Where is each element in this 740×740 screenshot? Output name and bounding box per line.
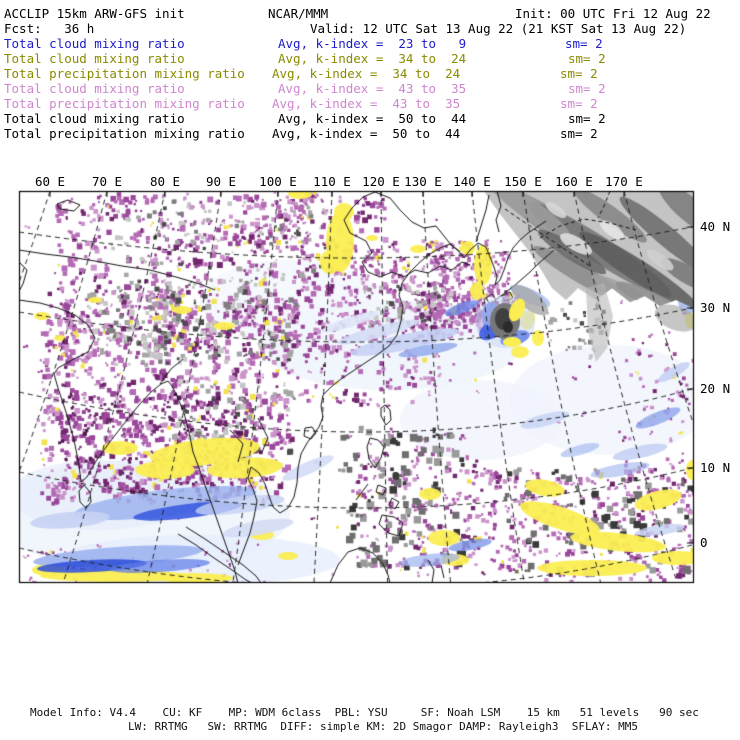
sm-value: sm= 2 bbox=[568, 111, 606, 126]
fcst-hour: Fcst: 36 h bbox=[4, 21, 95, 36]
lat-label: 40 N bbox=[700, 219, 731, 234]
header-row bbox=[0, 36, 740, 51]
header-row bbox=[0, 111, 740, 126]
field-label: Total precipitation mixing ratio bbox=[4, 96, 245, 111]
model-info-line-1: Model Info: V4.4 CU: KF MP: WDM 6class PBL: YSU SF: Noah LSM 15 km 51 levels 90 sec bbox=[30, 706, 699, 719]
sm-value: sm= 2 bbox=[568, 81, 606, 96]
k-index-range: Avg, k-index = 34 to 24 bbox=[278, 51, 467, 66]
sm-value: sm= 2 bbox=[560, 96, 598, 111]
lat-label: 0 bbox=[700, 535, 708, 550]
header-row bbox=[0, 6, 740, 21]
header-row bbox=[0, 126, 740, 141]
init-time: Init: 00 UTC Fri 12 Aug 22 bbox=[515, 6, 711, 21]
lat-label: 20 N bbox=[700, 381, 731, 396]
lon-label: 60 E bbox=[34, 174, 66, 189]
lon-label: 120 E bbox=[362, 174, 400, 189]
sm-value: sm= 2 bbox=[560, 126, 598, 141]
model-info-line-2: LW: RRTMG SW: RRTMG DIFF: simple KM: 2D Smagor DAMP: Rayleigh3 SFLAY: MM5 bbox=[128, 720, 638, 733]
k-index-range: Avg, k-index = 34 to 24 bbox=[272, 66, 461, 81]
field-label: Total precipitation mixing ratio bbox=[4, 66, 245, 81]
sm-value: sm= 2 bbox=[565, 36, 603, 51]
header-row bbox=[0, 96, 740, 111]
field-label: Total cloud mixing ratio bbox=[4, 111, 185, 126]
plot-title: ACCLIP 15km ARW-GFS init bbox=[4, 6, 185, 21]
lon-label: 90 E bbox=[205, 174, 237, 189]
k-index-range: Avg, k-index = 50 to 44 bbox=[272, 126, 461, 141]
header-row bbox=[0, 66, 740, 81]
lat-label: 10 N bbox=[700, 460, 731, 475]
lon-label: 70 E bbox=[91, 174, 123, 189]
k-index-range: Avg, k-index = 43 to 35 bbox=[278, 81, 467, 96]
sm-value: sm= 2 bbox=[560, 66, 598, 81]
lon-label: 80 E bbox=[149, 174, 181, 189]
k-index-range: Avg, k-index = 50 to 44 bbox=[278, 111, 467, 126]
lon-label: 110 E bbox=[313, 174, 351, 189]
lon-label: 170 E bbox=[605, 174, 643, 189]
sm-value: sm= 2 bbox=[568, 51, 606, 66]
k-index-range: Avg, k-index = 23 to 9 bbox=[278, 36, 467, 51]
header-row bbox=[0, 51, 740, 66]
lon-label: 100 E bbox=[259, 174, 297, 189]
lon-label: 140 E bbox=[453, 174, 491, 189]
field-label: Total cloud mixing ratio bbox=[4, 81, 185, 96]
lon-label: 150 E bbox=[504, 174, 542, 189]
field-label: Total cloud mixing ratio bbox=[4, 36, 185, 51]
header-row bbox=[0, 81, 740, 96]
field-label: Total cloud mixing ratio bbox=[4, 51, 185, 66]
lon-label: 160 E bbox=[555, 174, 593, 189]
org-label: NCAR/MMM bbox=[268, 6, 329, 21]
header-row bbox=[0, 21, 740, 36]
field-label: Total precipitation mixing ratio bbox=[4, 126, 245, 141]
lat-label: 30 N bbox=[700, 300, 731, 315]
valid-time: Valid: 12 UTC Sat 13 Aug 22 (21 KST Sat 13 Aug 22) bbox=[310, 21, 687, 36]
k-index-range: Avg, k-index = 43 to 35 bbox=[272, 96, 461, 111]
lon-label: 130 E bbox=[404, 174, 442, 189]
